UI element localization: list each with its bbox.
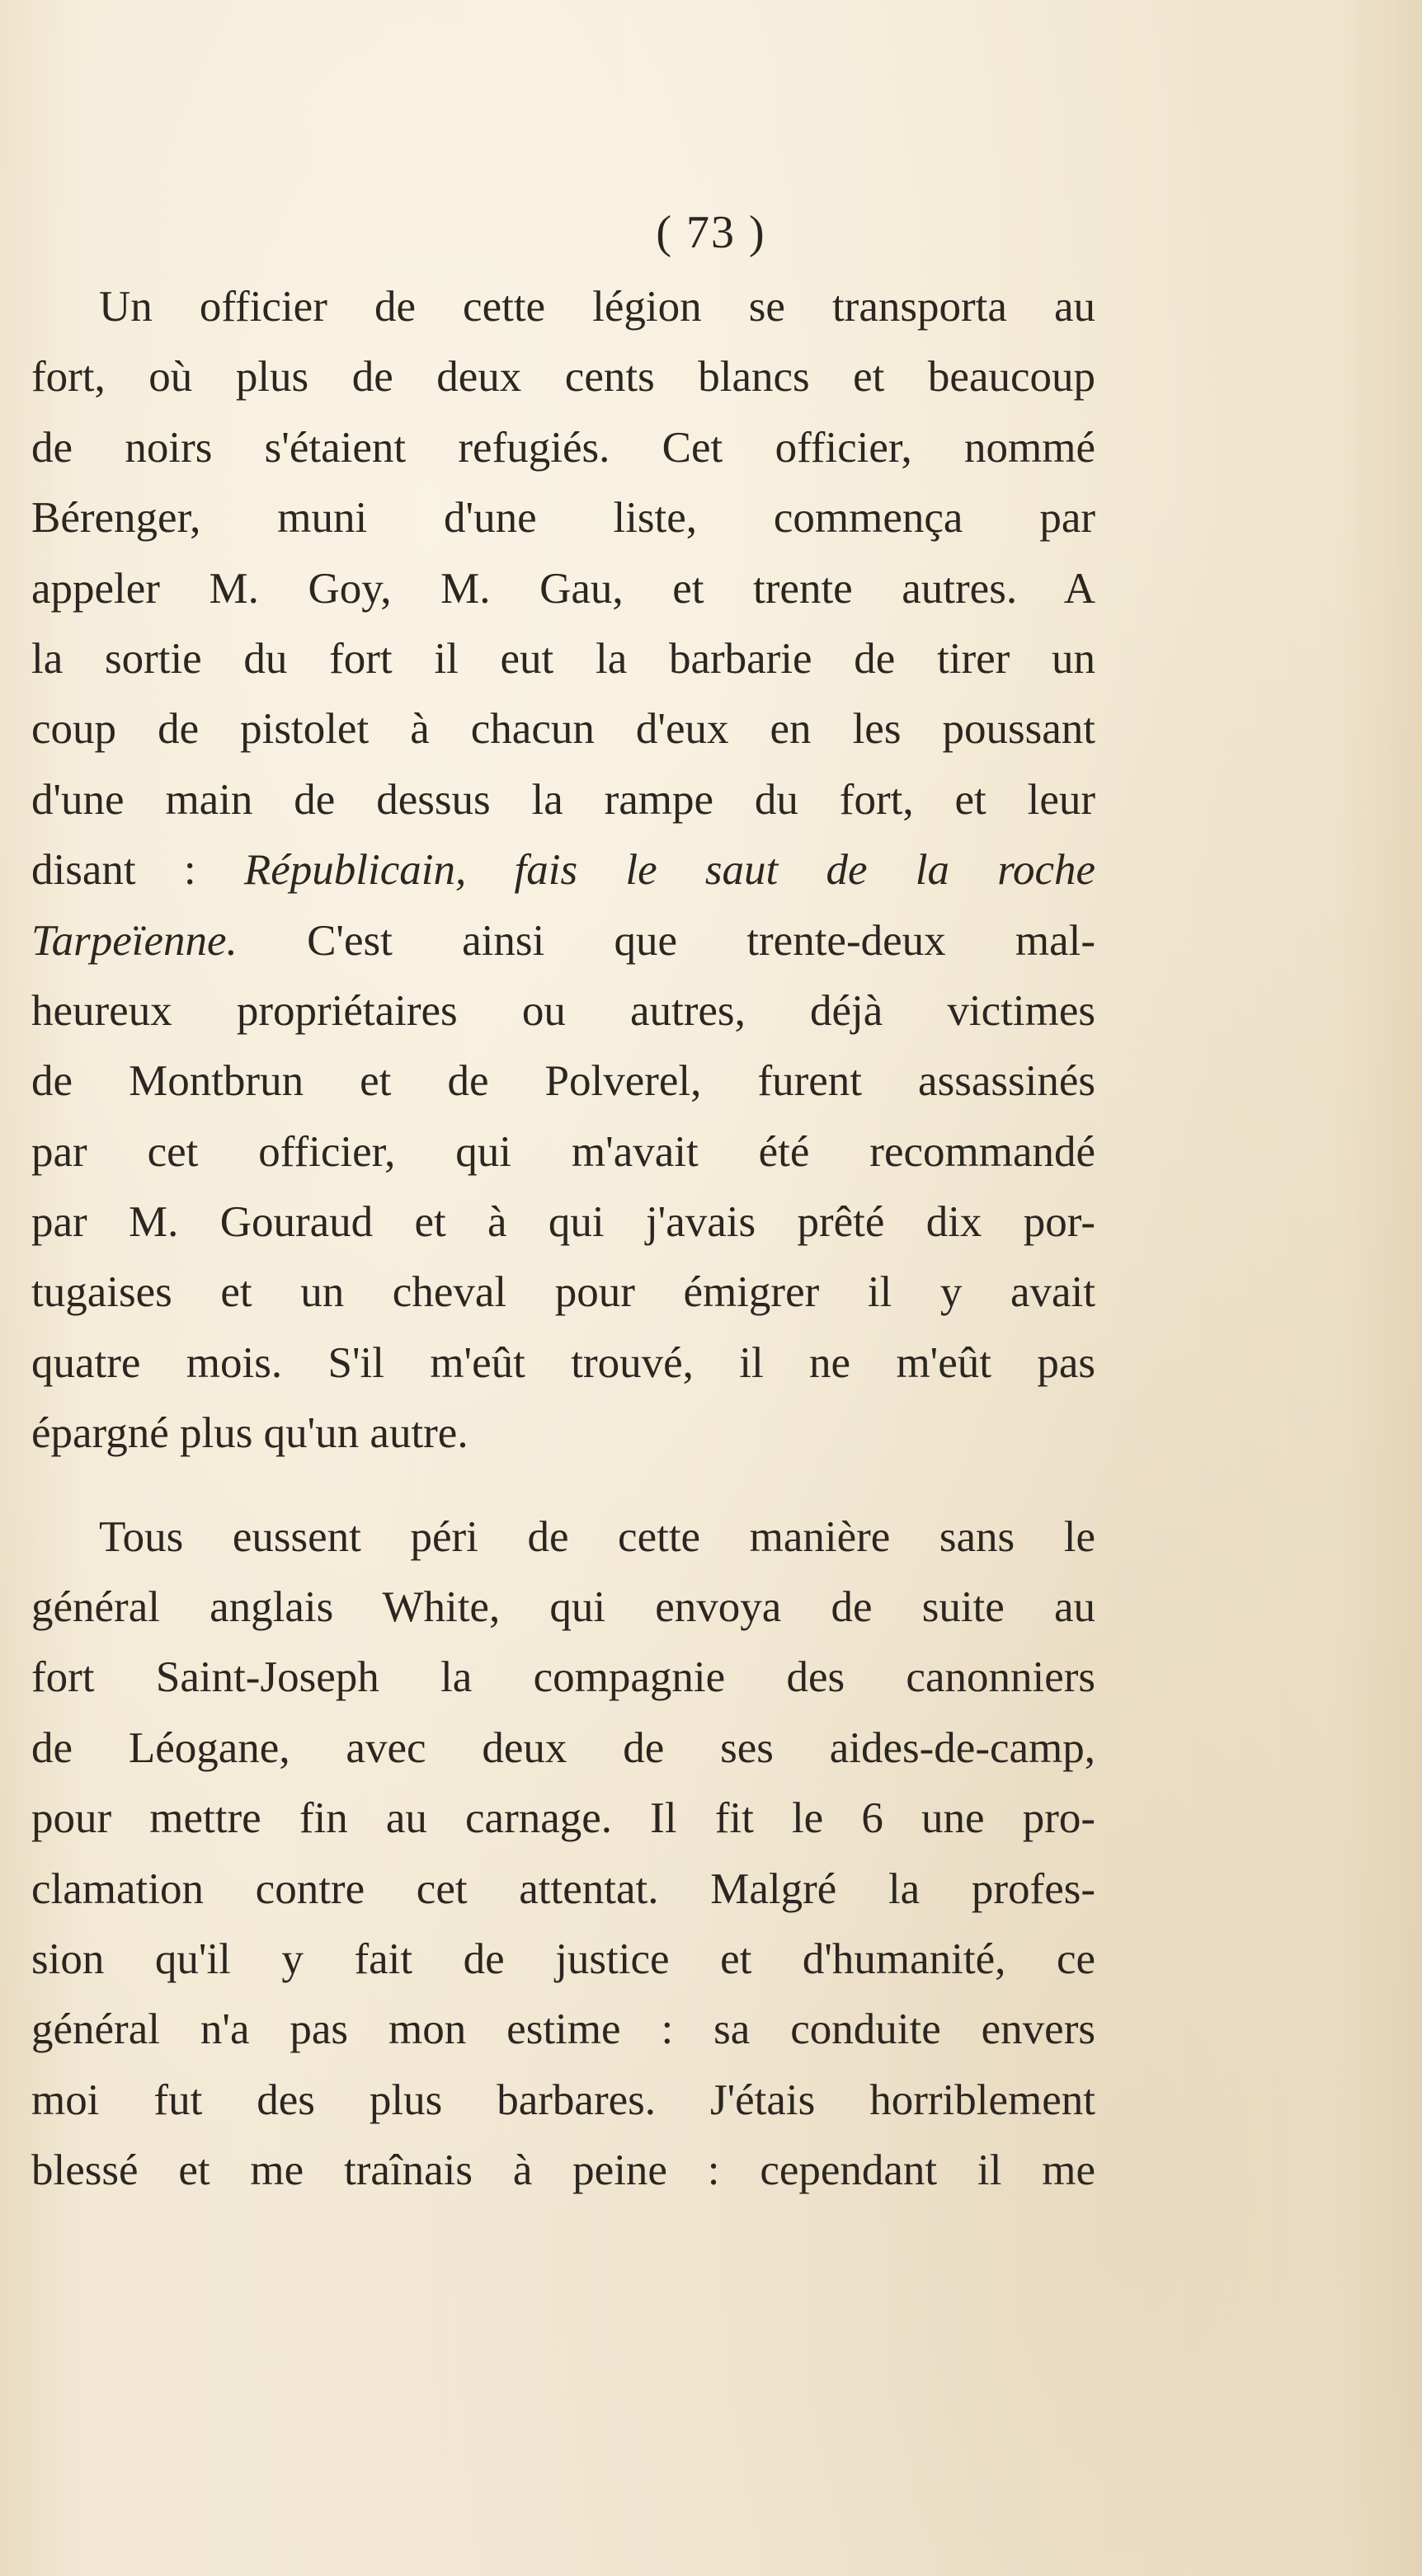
text-line: de noirs s'étaient refugiés. Cet officier, nommé [31, 423, 1095, 472]
text-line: la sortie du fort il eut la barbarie de tirer un [31, 634, 1095, 683]
text-line: coup de pistolet à chacun d'eux en les poussant [31, 705, 1095, 754]
italic-quote: Républicain, fais le saut de la roche [243, 846, 1096, 895]
text-line: par cet officier, qui m'avait été recommandé [31, 1127, 1095, 1176]
text-run: C'est ainsi que trente-deux mal- [307, 916, 1096, 965]
text-line: appeler M. Goy, M. Gau, et trente autres. A [31, 564, 1095, 613]
text-line: Bérenger, muni d'une liste, commença par [31, 494, 1095, 543]
paragraph-gap [31, 1469, 1095, 1502]
page-number: ( 73 ) [656, 207, 766, 258]
page-text [31, 272, 1095, 2207]
text-line: tugaises et un cheval pour émigrer il y avait [31, 1268, 1095, 1317]
text-line [31, 835, 1095, 905]
text-line: moi fut des plus barbares. J'étais horriblement [31, 2075, 1095, 2124]
text-line: de Léogane, avec deux de ses aides-de-camp, [31, 1723, 1095, 1772]
text-line: épargné plus qu'un autre. [31, 1409, 469, 1458]
paragraph-2 [31, 1502, 1095, 2207]
text-line: de Montbrun et de Polverel, furent assassinés [31, 1057, 1095, 1106]
text-line [31, 906, 1095, 976]
text-line: quatre mois. S'il m'eût trouvé, il ne m'eût pas [31, 1338, 1095, 1387]
paragraph-1 [31, 272, 1095, 1469]
text-line: sion qu'il y fait de justice et d'humanité, ce [31, 1934, 1095, 1983]
italic-quote-end: Tarpeïenne. [31, 916, 238, 965]
text-line: fort, où plus de deux cents blancs et beaucoup [31, 353, 1095, 402]
text-run: disant : [31, 846, 196, 895]
text-line: par M. Gouraud et à qui j'avais prêté dix por- [31, 1198, 1095, 1247]
text-line: Un officier de cette légion se transporta au [99, 283, 1095, 331]
text-line: blessé et me traînais à peine : cependant il me [31, 2146, 1095, 2195]
text-line: clamation contre cet attentat. Malgré la profes- [31, 1864, 1095, 1913]
text-line: d'une main de dessus la rampe du fort, et leur [31, 775, 1095, 824]
text-line: fort Saint-Joseph la compagnie des canonniers [31, 1653, 1095, 1702]
text-line: général n'a pas mon estime : sa conduite envers [31, 2005, 1095, 2054]
text-line: Tous eussent péri de cette manière sans le [99, 1512, 1095, 1561]
text-line: général anglais White, qui envoya de suite au [31, 1583, 1095, 1632]
text-line: pour mettre fin au carnage. Il fit le 6 une pro- [31, 1794, 1095, 1843]
text-line: heureux propriétaires ou autres, déjà victimes [31, 986, 1095, 1035]
